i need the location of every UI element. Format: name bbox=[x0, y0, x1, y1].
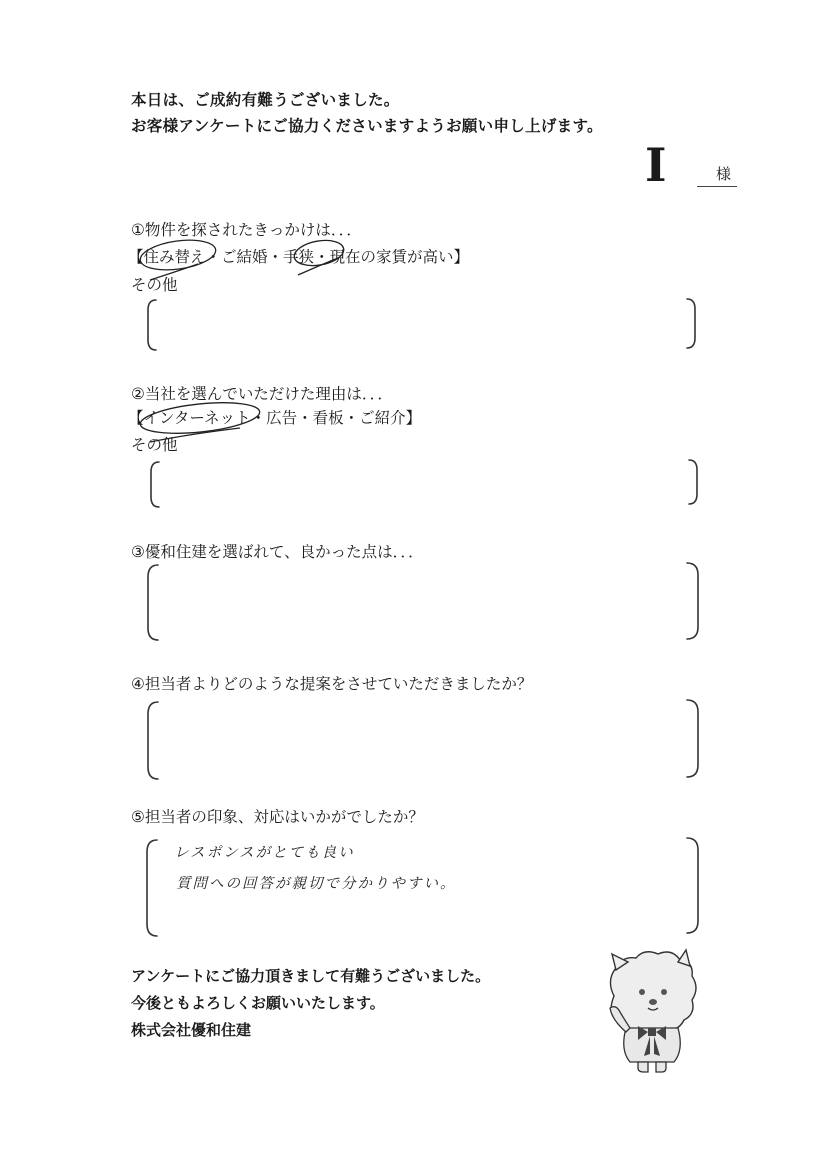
answer-box-1-right-bracket bbox=[687, 299, 695, 348]
circle-mark-internet bbox=[139, 398, 261, 438]
outro-line-2: 今後ともよろしくお願いいたします。 bbox=[131, 994, 385, 1012]
question-5-answer-line-2: 質問への回答が親切で分かりやすい。 bbox=[176, 876, 457, 892]
fluffy-dog-mascot-icon bbox=[610, 950, 696, 1072]
question-2-other-label: その他 bbox=[131, 436, 178, 454]
answer-box-1-left-bracket bbox=[148, 300, 156, 350]
question-4-label: ④担当者よりどのような提案をさせていただきましたか？ bbox=[131, 675, 533, 693]
question-5-label: ⑤担当者の印象、対応はいかがでしたか？ bbox=[131, 808, 424, 826]
answer-box-4-right-bracket bbox=[687, 700, 698, 777]
question-2-label: ②当社を選んでいただけた理由は．．． bbox=[131, 385, 393, 403]
customer-initial: I bbox=[645, 138, 667, 192]
answer-box-2-right-bracket bbox=[689, 460, 697, 504]
question-3-label: ③優和住建を選ばれて、良かった点は．．． bbox=[131, 543, 424, 561]
answer-box-4-left-bracket bbox=[148, 702, 158, 779]
circle-mark-sumikae bbox=[138, 236, 217, 274]
question-5-answer-line-1: レスポンスがとても良い bbox=[174, 845, 355, 861]
question-2-options: 【インターネット・広告・看板・ご紹介】 bbox=[128, 409, 422, 427]
question-1-label: ①物件を探されたきっかけは．．． bbox=[131, 221, 362, 239]
intro-line-1: 本日は、ご成約有難うございました。 bbox=[131, 91, 400, 109]
answer-box-5-left-bracket bbox=[147, 840, 157, 936]
outro-line-1: アンケートにご協力頂きまして有難うございました。 bbox=[131, 967, 491, 985]
answer-box-3-left-bracket bbox=[148, 565, 158, 640]
question-1-options: 【住み替え・ご結婚・手狭・現在の家賃が高い】 bbox=[128, 248, 470, 266]
answer-box-2-left-bracket bbox=[151, 462, 159, 507]
customer-honorific: 様 bbox=[716, 165, 732, 183]
circle-tail-tesema bbox=[298, 258, 338, 275]
answer-box-3-right-bracket bbox=[687, 563, 698, 639]
circle-tail-internet bbox=[150, 428, 240, 442]
company-name: 株式会社優和住建 bbox=[131, 1021, 252, 1039]
circle-tail-sumikae bbox=[150, 264, 198, 280]
question-1-other-label: その他 bbox=[131, 276, 178, 294]
intro-line-2: お客様アンケートにご協力くださいますようお願い申し上げます。 bbox=[131, 117, 603, 135]
circle-mark-tesema bbox=[292, 237, 345, 269]
answer-box-5-right-bracket bbox=[687, 838, 698, 933]
